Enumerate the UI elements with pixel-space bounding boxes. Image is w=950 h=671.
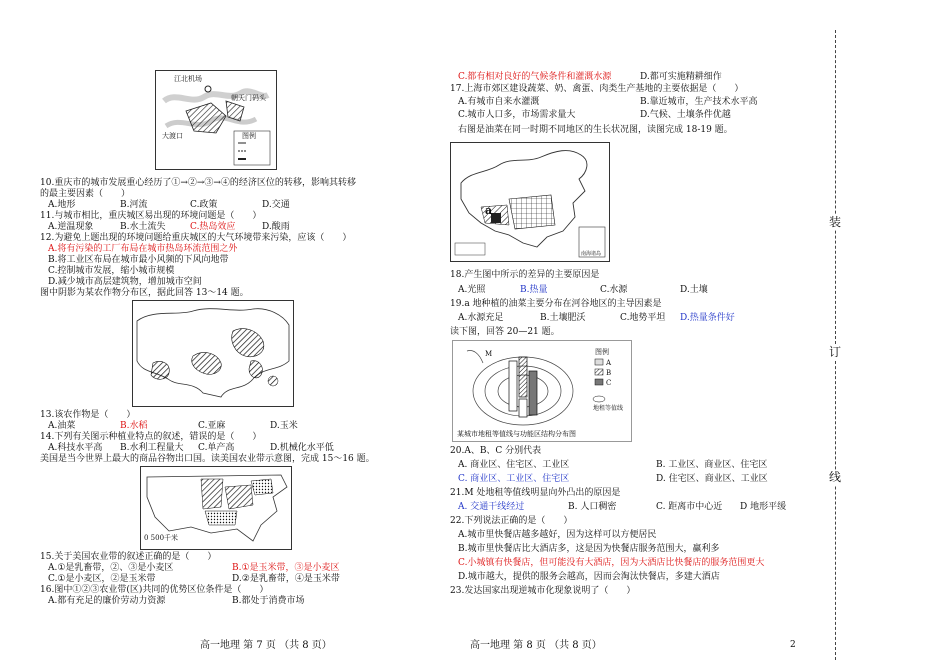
- fig5-caption: 某城市地租等值线与功能区结构分布图: [457, 430, 576, 438]
- q16-option-c: C.都有相对良好的气候条件和灌溉水源: [458, 72, 612, 82]
- q10-stem-line1: 10.重庆市的城市发展重心经历了①→②→③→④的经济区位的转移，影响其转移: [40, 178, 356, 188]
- right-page-footer: 高一地理 第 8 页 （共 8 页）: [470, 640, 602, 651]
- q20-option-d: D. 住宅区、商业区、工业区: [656, 474, 768, 484]
- q14-option-a: A.科技水平高: [48, 443, 103, 453]
- q16-option-a: A.都有充足的廉价劳动力资源: [48, 596, 166, 606]
- q21-option-a: A. 交通干线经过: [458, 502, 525, 512]
- q13-option-c: C.亚麻: [198, 421, 226, 431]
- q21-option-c: C. 距离市中心近: [656, 502, 723, 512]
- q18-option-d: D.土壤: [680, 285, 708, 295]
- q14-option-d: D.机械化水平低: [270, 443, 334, 453]
- q21-option-b: B. 人口稠密: [568, 502, 617, 512]
- q11-option-b: B.水土流失: [120, 222, 166, 232]
- q17-option-b: B.靠近城市，生产技术水平高: [640, 97, 758, 107]
- q17-option-d: D.气候、土壤条件优越: [640, 110, 731, 120]
- point-m-label: M: [485, 350, 493, 358]
- q18-option-b: B.热量: [520, 285, 548, 295]
- q12-stem: 12.为避免上题出现的环境问题给重庆城区的大气环境带来污染，应该（ ）: [40, 233, 352, 243]
- q15-option-c: C.①是小麦区，②是玉米带: [48, 574, 156, 584]
- river-mark-label: 大渡口: [162, 132, 183, 140]
- q20-option-c: C. 商业区、工业区、住宅区: [458, 474, 570, 484]
- airport-label: 江北机场: [174, 75, 202, 83]
- q10-option-d: D.交通: [262, 200, 290, 210]
- q19-option-a: A.水源充足: [458, 313, 504, 323]
- q10-option-a: A.地形: [48, 200, 76, 210]
- q15-stem: 15.关于美国农业带的叙述正确的是（ ）: [40, 552, 217, 562]
- q16-option-d: D.都可实施精耕细作: [640, 72, 722, 82]
- binding-char-ding: 订: [829, 345, 842, 359]
- region-a-label: a: [485, 204, 493, 217]
- q15-intro: 美国是当今世界上最大的商品谷物出口国。读美国农业带示意图，完成 15～16 题。: [40, 454, 375, 464]
- scale-bar-label: 0 500千米: [144, 534, 179, 542]
- q22-option-c: C.小城镇有快餐店，但可能没有大酒店，因为大酒店比快餐店的服务范围更大: [458, 558, 765, 568]
- q13-option-b: B.水稻: [120, 421, 148, 431]
- left-page-footer: 高一地理 第 7 页 （共 8 页）: [200, 640, 332, 651]
- q17-stem: 17.上海市郊区建设蔬菜、奶、禽蛋、肉类生产基地的主要依据是（ ）: [450, 84, 744, 94]
- china-rapeseed-map: [450, 142, 610, 262]
- legend-contour: 地租等值线: [593, 405, 624, 412]
- binding-char-xian: 线: [829, 470, 842, 484]
- q13-option-a: A.油菜: [48, 421, 76, 431]
- q18-option-a: A.光照: [458, 285, 486, 295]
- q19-stem: 19.a 地种植的油菜主要分布在河谷地区的主导因素是: [450, 299, 662, 309]
- q10-option-b: B.河流: [120, 200, 148, 210]
- crop-distribution-map: [132, 300, 294, 407]
- bridge-label: 朝天门码头: [231, 94, 266, 102]
- q13-option-d: D.玉米: [270, 421, 298, 431]
- q11-stem: 11.与城市相比，重庆城区易出现的环境问题是（ ）: [40, 211, 262, 221]
- q15-option-a: A.①是乳畜带，②、③是小麦区: [48, 563, 174, 573]
- q22-option-a: A.城市里快餐店越多越好，因为这样可以方便居民: [458, 530, 657, 540]
- q18-option-c: C.水源: [600, 285, 628, 295]
- q12-option-b: B.将工业区布局在城市最小风频的下风向地带: [48, 255, 229, 265]
- q17-option-a: A.有城市自来水灌溉: [458, 97, 540, 107]
- q10-option-c: C.政策: [190, 200, 218, 210]
- q20-stem: 20.A、B、C 分别代表: [450, 446, 542, 456]
- legend-b: B: [606, 369, 612, 377]
- q11-option-c: C.热岛效应: [190, 222, 236, 232]
- q12-option-c: C.控制城市发展，缩小城市规模: [48, 266, 175, 276]
- fig5-legend-title: 图例: [595, 348, 609, 356]
- q12-option-d: D.减少城市高层建筑物，增加城市空间: [48, 277, 202, 287]
- q19-option-b: B.土壤肥沃: [540, 313, 586, 323]
- q15-option-d: D.②是乳畜带，④是玉米带: [232, 574, 340, 584]
- chongqing-map-figure: [155, 70, 277, 170]
- q18-stem: 18.产生图中所示的差异的主要原因是: [450, 270, 600, 280]
- legend-c: C: [606, 379, 612, 387]
- page-number: 2: [790, 640, 796, 650]
- south-sea-inset-label: 南海诸岛: [581, 251, 602, 257]
- q11-option-d: D.酸雨: [262, 222, 290, 232]
- q18-intro: 右图是油菜在同一时期不同地区的生长状况图，读图完成 18-19 题。: [458, 125, 733, 135]
- q13-stem: 13.该农作物是（ ）: [40, 410, 136, 420]
- q21-option-d: D 地形平缓: [740, 502, 787, 512]
- q15-option-b: B.①是玉米带，③是小麦区: [232, 563, 340, 573]
- q11-option-a: A.逆温现象: [48, 222, 94, 232]
- legend-title: 图例: [242, 132, 256, 140]
- q22-stem: 22.下列说法正确的是（ ）: [450, 516, 573, 526]
- q14-stem: 14.下列有关图示种植业特点的叙述，错误的是（ ）: [40, 432, 262, 442]
- q16-stem: 16.图中①②③农业带(区)共同的优势区位条件是（ ）: [40, 585, 269, 595]
- q13-intro: 图中阴影为某农作物分布区，据此回答 13～14 题。: [40, 288, 249, 298]
- q23-stem: 23.发达国家出现逆城市化现象说明了（ ）: [450, 586, 636, 596]
- q22-option-b: B.城市里快餐店比大酒店多，这是因为快餐店服务范围大，赢利多: [458, 544, 720, 554]
- q19-option-d: D.热量条件好: [680, 313, 735, 323]
- q20-option-b: B. 工业区、商业区、住宅区: [656, 460, 768, 470]
- q20-intro: 读下图，回答 20—21 题。: [450, 327, 560, 337]
- q10-stem-line2: 的最主要因素（ ）: [40, 189, 131, 199]
- q16-option-b: B.都处于消费市场: [232, 596, 305, 606]
- q22-option-d: D.城市越大，提供的服务会越高，因而会淘汰快餐店，多建大酒店: [458, 572, 720, 582]
- q21-stem: 21.M 处地租等值线明显向外凸出的原因是: [450, 488, 621, 498]
- q14-option-b: B.水利工程量大: [120, 443, 184, 453]
- us-agriculture-map: [140, 466, 292, 550]
- legend-a: A: [606, 359, 612, 367]
- q20-option-a: A. 商业区、住宅区、工业区: [458, 460, 570, 470]
- q19-option-c: C.地势平坦: [620, 313, 666, 323]
- binding-char-zhuang: 装: [829, 215, 842, 229]
- q17-option-c: C.城市人口多，市场需求量大: [458, 110, 576, 120]
- urban-rent-contour-map: [452, 340, 632, 442]
- q14-option-c: C.单产高: [198, 443, 235, 453]
- q12-option-a: A.将有污染的工厂布局在城市热岛环流范围之外: [48, 244, 238, 254]
